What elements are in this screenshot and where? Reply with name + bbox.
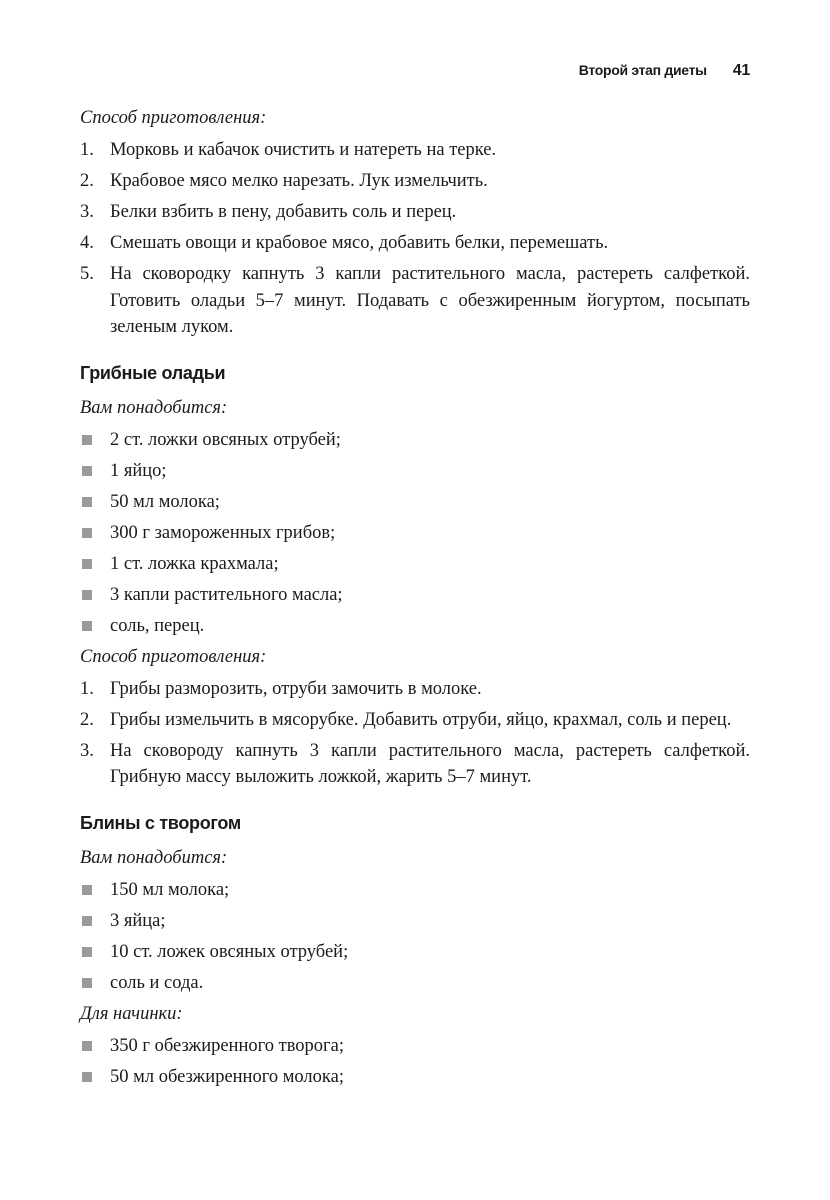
bullet-icon <box>82 559 92 569</box>
ingredient-item: 150 мл молока; <box>80 877 750 904</box>
bullet-icon <box>82 978 92 988</box>
ingredient-item: 2 ст. ложки овсяных отрубей; <box>80 427 750 454</box>
ingredient-item: 50 мл молока; <box>80 489 750 516</box>
step-item: 2. Крабовое мясо мелко нарезать. Лук измельчить. <box>80 171 488 191</box>
filling-item: 50 мл обезжиренного молока; <box>80 1064 750 1091</box>
filling-label: Для начинки: <box>80 1003 183 1024</box>
ingredient-item: 10 ст. ложек овсяных отрубей; <box>80 939 750 966</box>
recipe-title: Блины с творогом <box>80 812 241 833</box>
ingredient-item: 3 яйца; <box>80 908 750 935</box>
step-item: 5. На сковородку капнуть 3 капли растительного масла, растереть салфеткой. Готовить оладьи 5–7 минут. Подавать с обезжиренным йогуртом, посыпать зеленым луком. <box>80 264 750 337</box>
bullet-icon <box>82 947 92 957</box>
steps-list <box>80 137 750 341</box>
step-item: 3. Белки взбить в пену, добавить соль и перец. <box>80 202 457 222</box>
ingredient-item: 1 ст. ложка крахмала; <box>80 551 750 578</box>
bullet-icon <box>82 528 92 538</box>
method-label: Способ приготовления: <box>80 646 267 667</box>
method-label: Способ приготовления: <box>80 108 267 128</box>
bullet-icon <box>82 916 92 926</box>
bullet-icon <box>82 435 92 445</box>
page-number: 41 <box>732 62 750 79</box>
ingredients-label: Вам понадобится: <box>80 397 228 418</box>
step-item: 1. Грибы разморозить, отруби замочить в молоке. <box>80 678 482 699</box>
ingredients-list <box>80 427 750 640</box>
steps-list <box>80 676 750 791</box>
ingredient-item: 300 г замороженных грибов; <box>80 520 750 547</box>
ingredient-item: 3 капли растительного масла; <box>80 582 750 609</box>
bullet-icon <box>82 590 92 600</box>
ingredient-item: соль, перец. <box>80 613 750 640</box>
filling-item: 350 г обезжиренного творога; <box>80 1033 750 1060</box>
bullet-icon <box>82 497 92 507</box>
step-item: 2. Грибы измельчить в мясорубке. Добавить отруби, яйцо, крахмал, соль и перец. <box>80 709 732 730</box>
ingredient-item: соль и сода. <box>80 970 750 997</box>
ingredients-label: Вам понадобится: <box>80 847 228 868</box>
bullet-icon <box>82 1041 92 1051</box>
bullet-icon <box>82 885 92 895</box>
step-item: 1. Морковь и кабачок очистить и натереть на терке. <box>80 140 497 160</box>
filling-list <box>80 1033 750 1091</box>
bullet-icon <box>82 1072 92 1082</box>
section-title: Второй этап диеты <box>578 62 707 78</box>
ingredient-item: 1 яйцо; <box>80 458 750 485</box>
step-item: 3. На сковороду капнуть 3 капли растительного масла, растереть салфеткой. Грибную массу выложить ложкой, жарить 5–7 минут. <box>80 740 750 787</box>
step-item: 4. Смешать овощи и крабовое мясо, добавить белки, перемешать. <box>80 233 609 253</box>
bullet-icon <box>82 466 92 476</box>
recipe-title: Грибные оладьи <box>80 362 226 383</box>
bullet-icon <box>82 621 92 631</box>
ingredients-list <box>80 877 750 997</box>
page-body <box>80 0 750 1095</box>
